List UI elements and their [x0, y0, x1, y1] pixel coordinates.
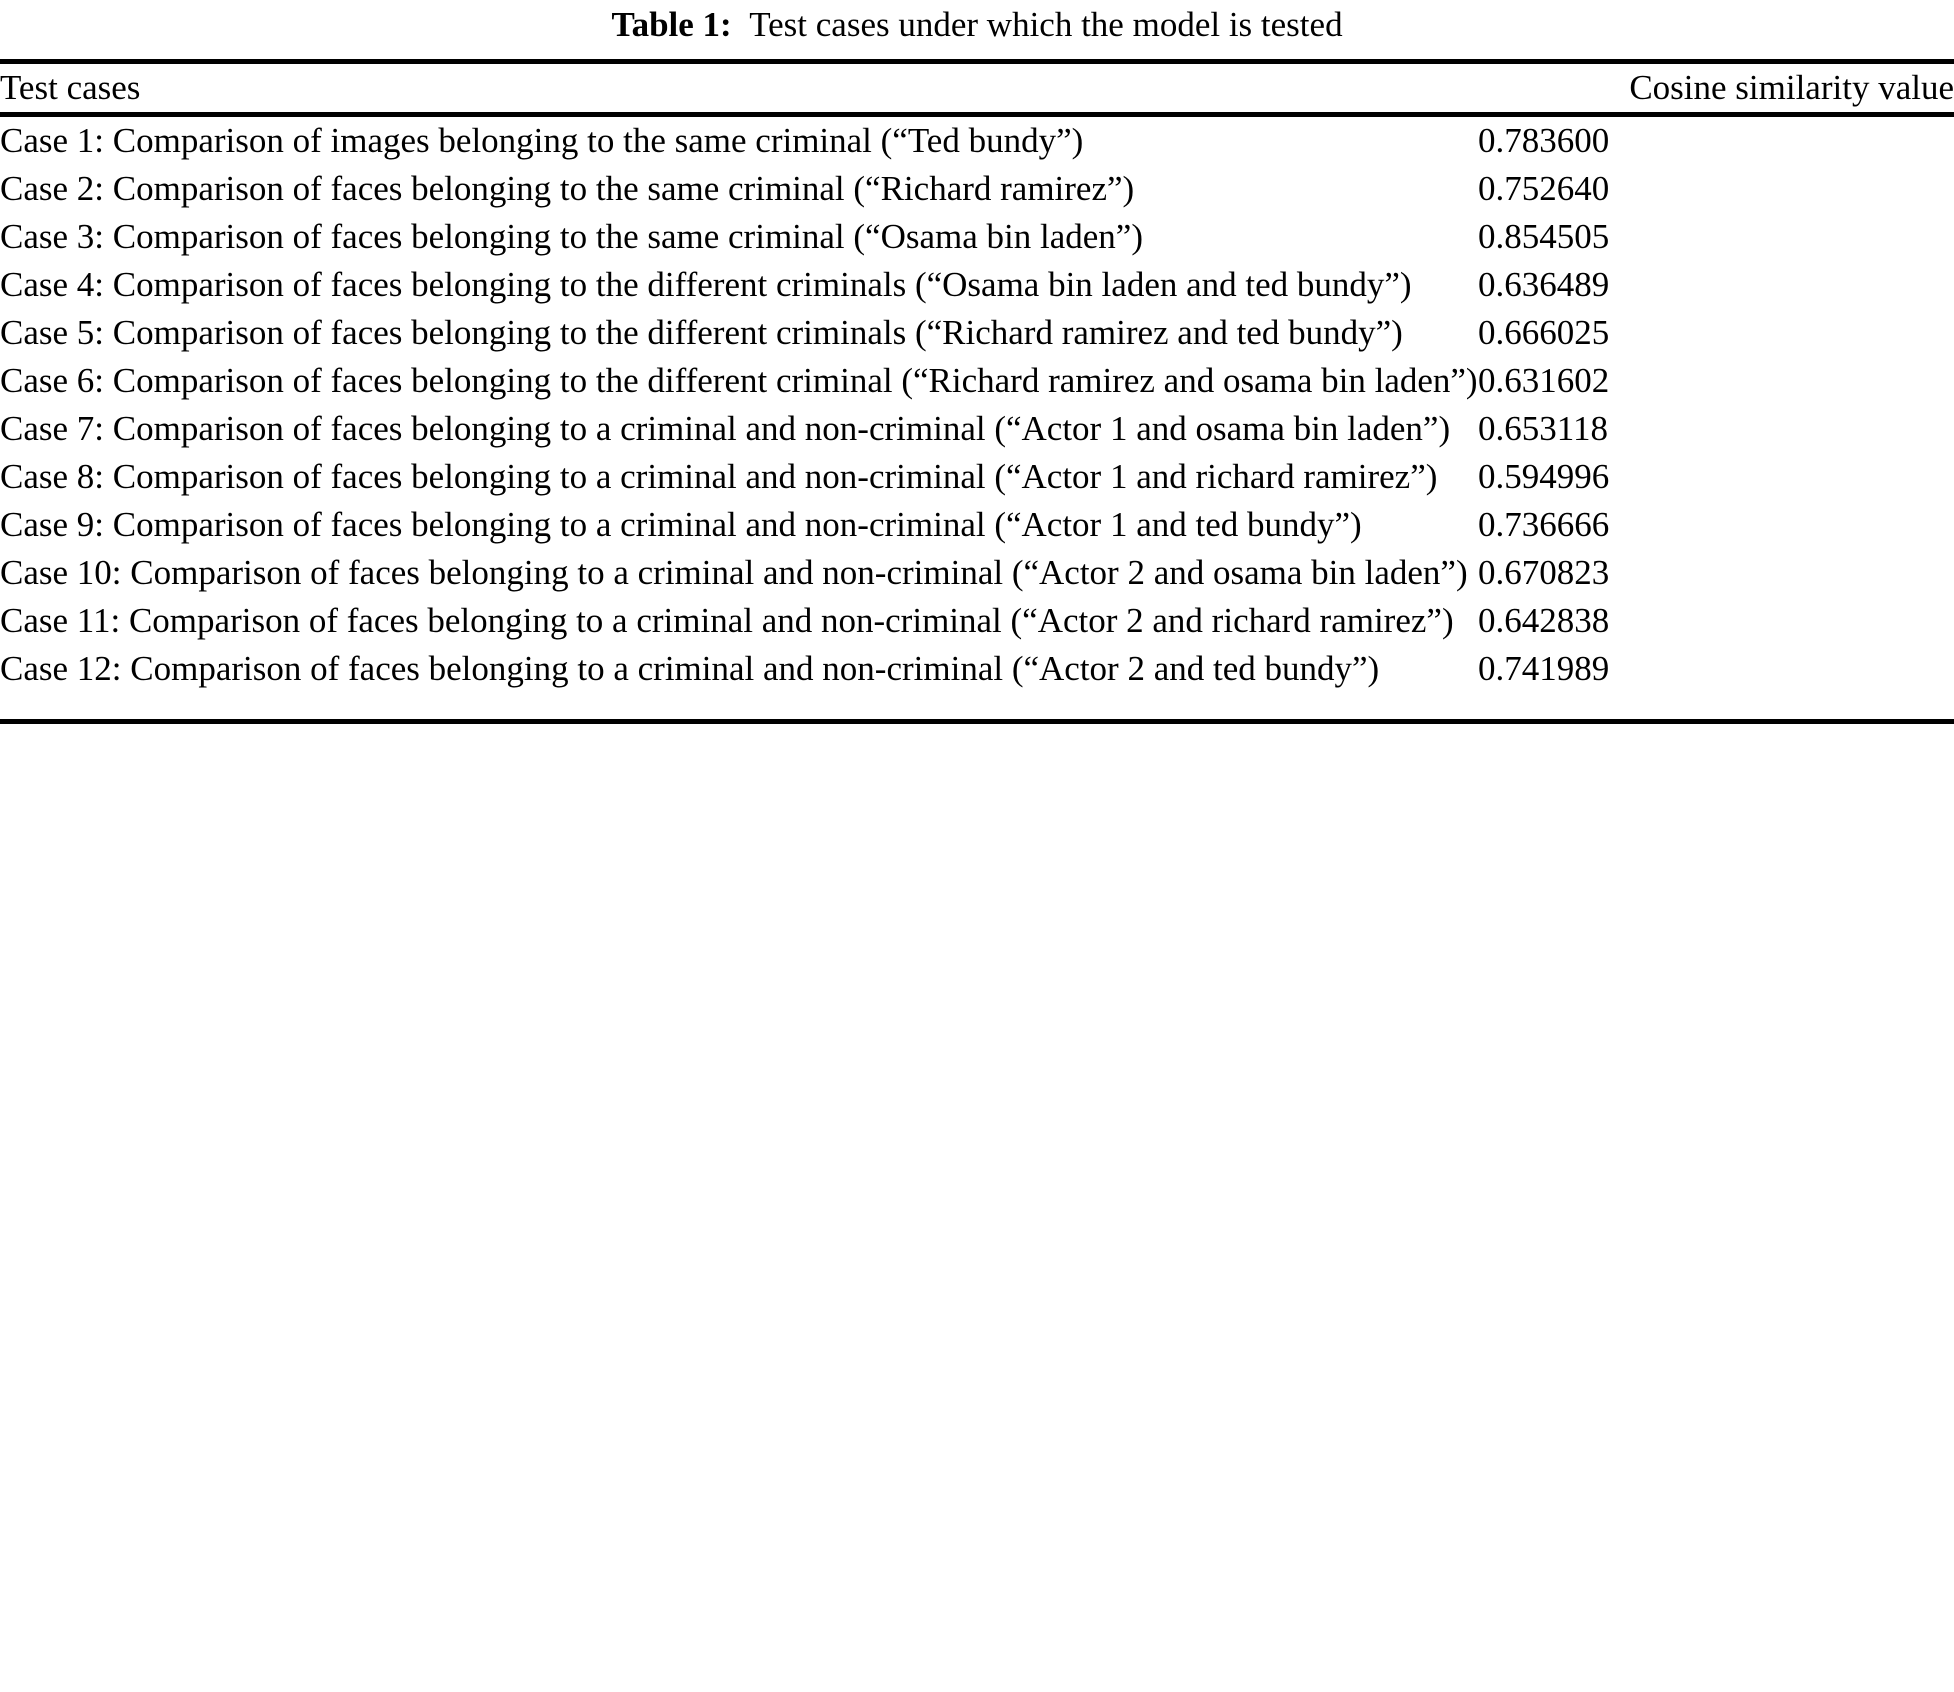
cell-cosine-similarity-value: 0.670823	[1478, 553, 1610, 592]
table-row	[0, 549, 1954, 597]
cell-cosine-similarity-value: 0.741989	[1478, 649, 1610, 688]
column-header-test-cases: Test cases	[0, 68, 141, 107]
cell-test-case: Case 1: Comparison of images belonging to the same criminal (“Ted bundy”)	[0, 121, 1084, 160]
table-header	[0, 64, 1954, 112]
table-row	[0, 357, 1954, 405]
cell-cosine-similarity-value: 0.752640	[1478, 169, 1610, 208]
cell-cosine-similarity-value: 0.783600	[1478, 121, 1610, 160]
cell-test-case: Case 2: Comparison of faces belonging to the same criminal (“Richard ramirez”)	[0, 169, 1135, 208]
table-row	[0, 309, 1954, 357]
cell-cosine-similarity-value: 0.636489	[1478, 265, 1610, 304]
cell-test-case: Case 3: Comparison of faces belonging to the same criminal (“Osama bin laden”)	[0, 217, 1143, 256]
cell-cosine-similarity-value: 0.653118	[1478, 409, 1608, 448]
table-caption-label: Table 1:	[611, 5, 732, 44]
table-caption	[0, 0, 1954, 59]
table-row	[0, 645, 1954, 719]
cell-test-case: Case 12: Comparison of faces belonging to a criminal and non-criminal (“Actor 2 and ted bundy”)	[0, 649, 1380, 688]
cell-test-case: Case 11: Comparison of faces belonging to a criminal and non-criminal (“Actor 2 and richard ramirez”)	[0, 601, 1454, 640]
table-bottom-rule	[0, 719, 1954, 724]
table-caption-text: Test cases under which the model is tested	[749, 5, 1343, 44]
table-row	[0, 261, 1954, 309]
table-row	[0, 597, 1954, 645]
cell-cosine-similarity-value: 0.666025	[1478, 313, 1610, 352]
cell-test-case: Case 4: Comparison of faces belonging to the different criminals (“Osama bin laden and ted bundy”)	[0, 265, 1412, 304]
cell-cosine-similarity-value: 0.642838	[1478, 601, 1610, 640]
table-row	[0, 453, 1954, 501]
cell-test-case: Case 9: Comparison of faces belonging to a criminal and non-criminal (“Actor 1 and ted bundy”)	[0, 505, 1362, 544]
cell-test-case: Case 6: Comparison of faces belonging to the different criminal (“Richard ramirez and osama bin laden”)	[0, 361, 1478, 400]
cell-test-case: Case 8: Comparison of faces belonging to a criminal and non-criminal (“Actor 1 and richard ramirez”)	[0, 457, 1438, 496]
cell-cosine-similarity-value: 0.594996	[1478, 457, 1610, 496]
cell-cosine-similarity-value: 0.736666	[1478, 505, 1610, 544]
cell-cosine-similarity-value: 0.631602	[1478, 361, 1610, 400]
table-row	[0, 213, 1954, 261]
table-header-row	[0, 64, 1954, 112]
table-row	[0, 117, 1954, 165]
test-cases-table-body	[0, 117, 1954, 719]
test-cases-table	[0, 64, 1954, 112]
cell-test-case: Case 7: Comparison of faces belonging to a criminal and non-criminal (“Actor 1 and osama bin laden”)	[0, 409, 1451, 448]
table-body	[0, 117, 1954, 719]
table-row	[0, 165, 1954, 213]
table-figure	[0, 0, 1954, 724]
column-header-cosine-similarity-value: Cosine similarity value	[1629, 68, 1954, 107]
table-row	[0, 501, 1954, 549]
table-row	[0, 405, 1954, 453]
cell-test-case: Case 5: Comparison of faces belonging to the different criminals (“Richard ramirez and ted bundy”)	[0, 313, 1403, 352]
cell-test-case: Case 10: Comparison of faces belonging to a criminal and non-criminal (“Actor 2 and osama bin laden”)	[0, 553, 1468, 592]
cell-cosine-similarity-value: 0.854505	[1478, 217, 1610, 256]
